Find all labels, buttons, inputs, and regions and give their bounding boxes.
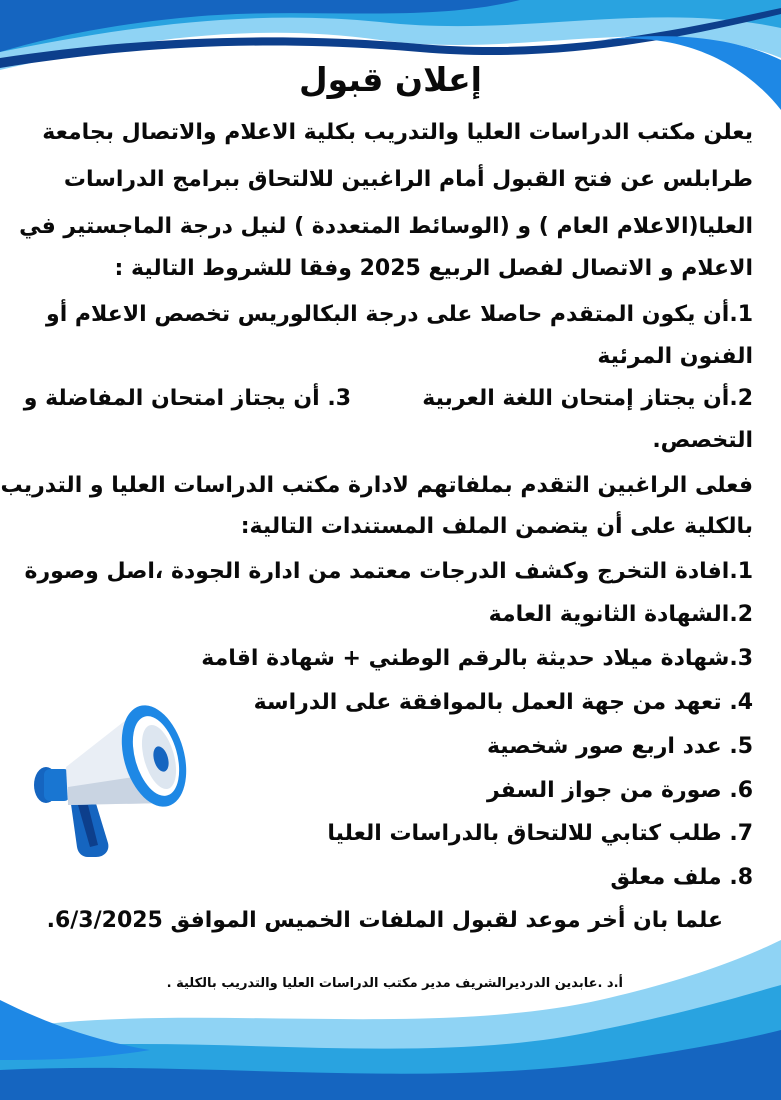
condition-1-cont: الفنون المرئية bbox=[597, 344, 753, 369]
megaphone-neck bbox=[44, 769, 70, 801]
intro-line-4: الاعلام و الاتصال لفصل الربيع 2025 وفقا للشروط التالية : bbox=[114, 256, 753, 281]
document-item-7: 7. طلب كتابي للالتحاق بالدراسات العليا bbox=[327, 821, 753, 846]
condition-3: 3. أن يجتاز امتحان المفاضلة و bbox=[23, 386, 351, 411]
document-item-6: 6. صورة من جواز السفر bbox=[487, 778, 753, 803]
intro-line-1: يعلن مكتب الدراسات العليا والتدريب بكلية الاعلام والاتصال بجامعة bbox=[42, 120, 753, 145]
condition-2: 2.أن يجتاز إمتحان اللغة العربية bbox=[422, 386, 753, 411]
condition-1: 1.أن يكون المتقدم حاصلا على درجة البكالوريس تخصص الاعلام أو bbox=[46, 302, 753, 327]
document-item-2: 2.الشهادة الثانوية العامة bbox=[488, 602, 753, 627]
page-title: إعلان قبول bbox=[299, 60, 482, 99]
intro-line-2: طرابلس عن فتح القبول أمام الراغبين للالتحاق ببرامج الدراسات bbox=[63, 167, 753, 192]
document-item-5: 5. عدد اربع صور شخصية bbox=[486, 734, 753, 759]
signature-line: أ.د .عابدين الدرديرالشريف مدير مكتب الدراسات العليا والتدريب بالكلية . bbox=[166, 976, 623, 991]
condition-3-cont: التخصص. bbox=[652, 428, 753, 453]
megaphone-icon bbox=[28, 693, 190, 871]
document-item-4: 4. تعهد من جهة العمل بالموافقة على الدراسة bbox=[253, 690, 753, 715]
document-item-3: 3.شهادة ميلاد حديثة بالرقم الوطني + شهادة اقامة bbox=[201, 646, 753, 671]
documents-intro-1: فعلى الراغبين التقدم بملفاتهم لادارة مكتب الدراسات العليا و التدريب bbox=[0, 473, 753, 498]
document-item-8: 8. ملف معلق bbox=[610, 865, 753, 890]
documents-intro-2: بالكلية على أن يتضمن الملف المستندات التالية: bbox=[240, 514, 753, 539]
document-item-1: 1.افادة التخرج وكشف الدرجات معتمد من ادارة الجودة ،اصل وصورة bbox=[24, 559, 753, 584]
intro-line-3: العليا(الاعلام العام ) و (الوسائط المتعددة ) لنيل درجة الماجستير في bbox=[19, 214, 753, 239]
deadline-note: علما بان أخر موعد لقبول الملفات الخميس الموافق 6/3/2025. bbox=[46, 908, 723, 933]
